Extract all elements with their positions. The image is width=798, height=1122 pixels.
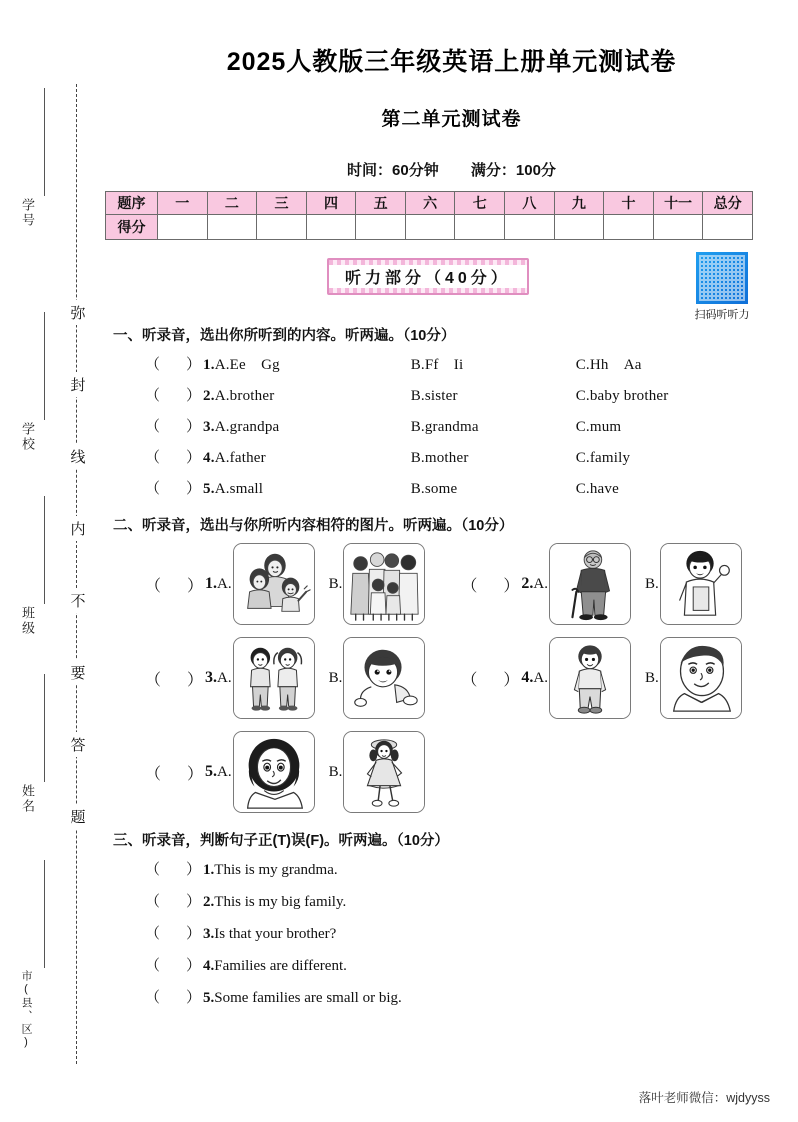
s1-item-4-option-a[interactable]: A.father [214,450,266,466]
score-cell-4[interactable] [306,215,356,240]
s2-item-3-label-b: B. [328,669,343,686]
mother-with-two-children-illustration [234,544,314,624]
seal-char-3: 线 [68,444,88,469]
answer-bracket[interactable]: （ ） [145,577,204,595]
score-table-row-label-tixu: 题序 [106,192,158,215]
s3-item-2-number: 2. [203,894,215,910]
field-rule-xuexiao [44,312,45,420]
answer-bracket[interactable]: （ ） [145,450,202,466]
s3-item-5-number: 5. [203,990,215,1006]
s3-item-4 [145,954,798,975]
score-cell-2[interactable] [207,215,257,240]
picture-option-grandpa-with-cane[interactable] [549,543,631,625]
s2-item-4-label-b: B. [645,669,659,686]
s1-item-3-number: 3. [203,419,215,435]
s1-item-4 [145,446,798,467]
seal-char-8: 题 [68,804,88,829]
score-col-8: 八 [505,192,555,215]
score-col-1: 一 [158,192,208,215]
boy-and-girl-standing-illustration [234,638,314,718]
score-cell-6[interactable] [405,215,455,240]
man-face-portrait-illustration [661,638,741,718]
picture-option-crawling-baby[interactable] [343,637,425,719]
s1-item-4-option-b[interactable]: B.mother [410,450,469,466]
answer-bracket[interactable]: （ ） [145,862,202,878]
answer-bracket[interactable]: （ ） [145,894,202,910]
field-rule-banji [44,496,45,604]
qr-code-icon[interactable] [696,252,748,304]
margin-field-shixianqu: 市(县、区) [20,970,32,1050]
answer-bracket[interactable]: （ ） [145,419,202,435]
s1-item-5 [145,477,798,498]
s2-item-1-label-b: B. [328,575,343,592]
picture-option-boy-and-girl-standing[interactable] [233,637,315,719]
field-rule-xingming [44,674,45,782]
s2-item-2 [461,543,755,625]
s2-item-4-label-a: A. [533,669,549,686]
score-col-10: 十 [604,192,654,215]
s2-item-5 [145,731,439,813]
s2-picture-row-2 [145,637,798,719]
s1-item-2-number: 2. [203,388,215,404]
s3-item-3-sentence: Is that your brother? [214,926,337,942]
s2-item-3 [145,637,439,719]
s3-item-4-sentence: Families are different. [214,958,347,974]
score-cell-10[interactable] [604,215,654,240]
score-cell-11[interactable] [653,215,703,240]
s1-item-5-option-c[interactable]: C.have [575,481,619,497]
s3-item-2-sentence: This is my big family. [214,894,347,910]
score-cell-3[interactable] [257,215,307,240]
seal-char-6: 要 [68,660,88,685]
seal-char-1: 弥 [68,300,88,325]
s1-item-1-option-a[interactable]: A.Ee Gg [214,357,280,373]
score-cell-total[interactable] [703,215,753,240]
listening-banner-row [105,252,798,321]
s1-item-5-option-a[interactable]: A.small [214,481,264,497]
s1-item-4-number: 4. [203,450,215,466]
score-cell-1[interactable] [158,215,208,240]
score-cell-7[interactable] [455,215,505,240]
s1-item-2-option-c[interactable]: C.baby brother [575,388,669,404]
seal-dashed-line [76,84,77,1064]
score-col-6: 六 [405,192,455,215]
answer-bracket[interactable]: （ ） [145,388,202,404]
crawling-baby-illustration [344,638,424,718]
s2-item-5-label-b: B. [328,763,343,780]
s2-item-1-number: 1. [205,575,218,592]
grandpa-with-cane-illustration [550,544,630,624]
picture-option-big-family-group[interactable] [343,543,425,625]
s2-item-4-number: 4. [521,669,534,686]
s3-item-5 [145,986,798,1007]
exam-paper-body [105,0,798,1122]
s2-item-4 [461,637,755,719]
picture-option-woman-face-portrait[interactable] [233,731,315,813]
answer-bracket[interactable]: （ ） [145,671,204,689]
s1-item-3-option-b[interactable]: B.grandma [410,419,479,435]
s3-item-4-number: 4. [203,958,215,974]
listening-section-banner: 听力部分（40分） [327,258,529,295]
answer-bracket[interactable]: （ ） [145,481,202,497]
margin-field-xuehao: 学号 [20,198,35,228]
s1-item-5-option-b[interactable]: B.some [410,481,458,497]
boy-standing-illustration [550,638,630,718]
page-title: 2025人教版三年级英语上册单元测试卷 [226,48,677,76]
s3-item-1-number: 1. [203,862,215,878]
woman-face-portrait-illustration [234,732,314,812]
s1-item-3 [145,415,798,436]
seal-char-7: 答 [68,732,88,757]
score-table-header-row [106,192,753,215]
field-rule-xuehao [44,88,45,196]
left-margin-column [0,0,105,1122]
s3-item-5-sentence: Some families are small or big. [214,990,402,1006]
page-subtitle: 第二单元测试卷 [381,109,522,130]
s2-item-1-label-a: A. [217,575,232,592]
s2-item-1 [145,543,439,625]
qr-code-block[interactable] [687,252,757,322]
score-col-9: 九 [554,192,604,215]
answer-bracket[interactable]: （ ） [145,357,202,373]
margin-field-xuexiao: 学校 [20,422,35,452]
s3-item-1-sentence: This is my grandma. [214,862,338,878]
margin-field-banji: 班级 [20,606,35,636]
girl-in-dress-illustration [344,732,424,812]
s3-item-1 [145,858,798,879]
s1-item-4-option-c[interactable]: C.family [575,450,631,466]
seal-char-2: 封 [68,372,88,397]
s1-item-3-option-c[interactable]: C.mum [575,419,622,435]
picture-option-boy-waving[interactable] [660,543,742,625]
margin-field-xingming: 姓名 [20,784,35,814]
score-table [105,191,753,240]
time-label: 时间：60分钟 [347,162,439,179]
s1-item-1-option-b[interactable]: B.Ff Ii [410,357,464,373]
picture-option-mother-with-two-children[interactable] [233,543,315,625]
score-col-11: 十一 [653,192,703,215]
section-1-heading: 一、听录音，选出你所听到的内容。听两遍。（10分） [113,328,456,344]
section-2-heading: 二、听录音，选出与你所听内容相符的图片。听两遍。（10分） [113,518,514,534]
s1-item-5-number: 5. [203,481,215,497]
s2-item-3-number: 3. [205,669,218,686]
answer-bracket[interactable]: （ ） [461,671,520,689]
s1-item-2 [145,384,798,405]
s2-item-2-label-b: B. [645,575,659,592]
s3-item-3 [145,922,798,943]
picture-option-man-face-portrait[interactable] [660,637,742,719]
answer-bracket[interactable]: （ ） [145,990,202,1006]
big-family-group-illustration [344,544,424,624]
seal-char-4: 内 [68,516,88,541]
answer-bracket[interactable]: （ ） [145,958,202,974]
s1-item-2-option-a[interactable]: A.brother [214,388,275,404]
s2-item-2-number: 2. [521,575,534,592]
s1-item-3-option-a[interactable]: A.grandpa [214,419,280,435]
s1-item-1-option-c[interactable]: C.Hh Aa [575,357,642,373]
s2-item-5-number: 5. [205,763,218,780]
s2-item-5-label-a: A. [217,763,232,780]
answer-bracket[interactable]: （ ） [145,765,204,783]
section-3-heading: 三、听录音，判断句子正(T)误(F)。听两遍。（10分） [113,833,449,849]
score-col-4: 四 [306,192,356,215]
s1-item-1 [145,353,798,374]
s1-item-1-number: 1. [203,357,215,373]
score-col-2: 二 [207,192,257,215]
s2-item-3-label-a: A. [217,669,232,686]
picture-option-boy-standing[interactable] [549,637,631,719]
s1-item-2-option-b[interactable]: B.sister [410,388,458,404]
score-table-value-row [106,215,753,240]
score-cell-9[interactable] [554,215,604,240]
score-col-total: 总分 [703,192,753,215]
score-col-7: 七 [455,192,505,215]
s3-item-2 [145,890,798,911]
field-rule-shixianqu [44,860,45,968]
score-col-5: 五 [356,192,406,215]
answer-bracket[interactable]: （ ） [145,926,202,942]
total-score-label: 满分：100分 [470,162,556,179]
picture-option-girl-in-dress[interactable] [343,731,425,813]
s2-item-2-label-a: A. [533,575,549,592]
score-cell-5[interactable] [356,215,406,240]
s3-item-3-number: 3. [203,926,215,942]
seal-char-5: 不 [68,588,88,613]
qr-code-caption: 扫码听听力 [694,309,750,321]
answer-bracket[interactable]: （ ） [461,577,520,595]
footer-credit: 落叶老师微信：wjdyyss [638,1091,770,1105]
score-col-3: 三 [257,192,307,215]
s2-picture-row-3 [145,731,798,813]
score-table-row-label-defen: 得分 [106,215,158,240]
exam-meta [105,159,798,180]
score-cell-8[interactable] [505,215,555,240]
s2-picture-row-1 [145,543,798,625]
boy-waving-illustration [661,544,741,624]
